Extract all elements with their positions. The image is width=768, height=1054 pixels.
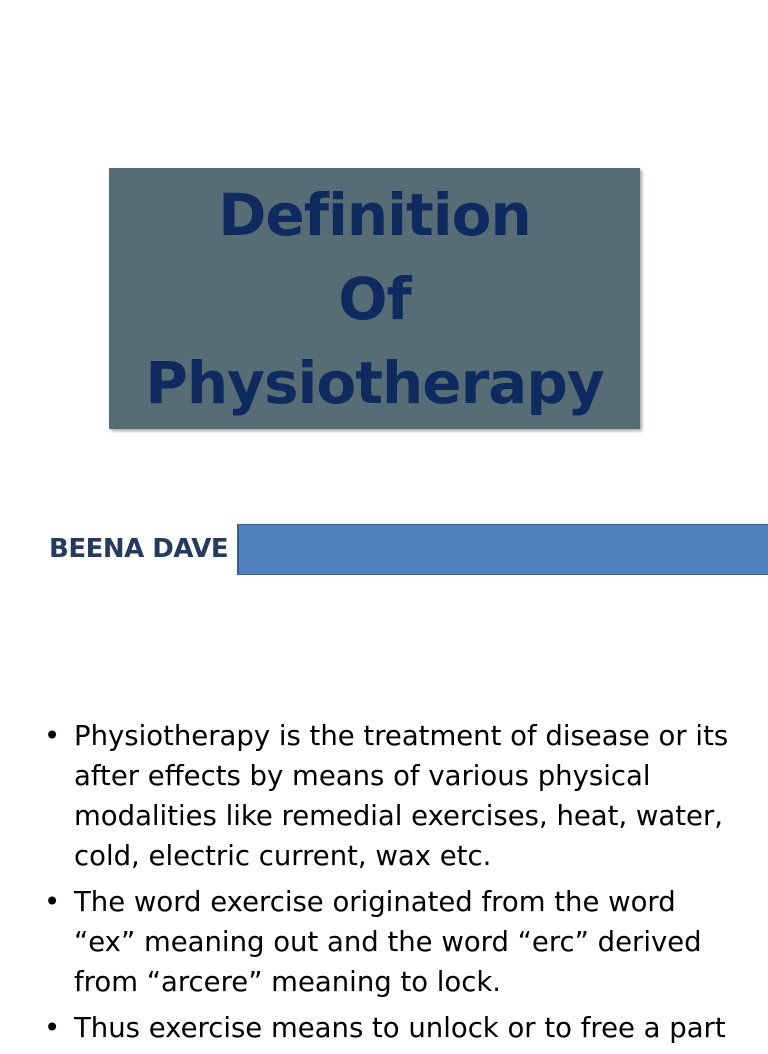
title-line-1: Definition [218,180,531,249]
author-name: BEENA DAVE [49,534,229,564]
title-line-2: Of [338,264,411,333]
title-box [109,168,640,429]
title-line-3: Physiotherapy [145,348,604,417]
bullet-item [44,716,744,876]
bullet-text: Thus exercise means to unlock or to free a part [74,1012,726,1044]
bullet-text: Physiotherapy is the treatment of disease or its after effects by means of various physical modalities like remedial exercises, heat, water, cold, electric current, wax etc. [74,720,729,872]
bullet-item [44,882,744,1002]
author-row [0,524,768,576]
bullet-item [44,1008,744,1048]
bullet-list [44,716,744,1054]
author-bar [237,524,768,575]
bullet-marker: • [44,720,61,752]
bullet-marker: • [44,886,61,918]
bullet-text: The word exercise originated from the word “ex” meaning out and the word “erc” derived from “arcere” meaning to lock. [74,886,702,998]
bullet-marker: • [44,1012,61,1044]
